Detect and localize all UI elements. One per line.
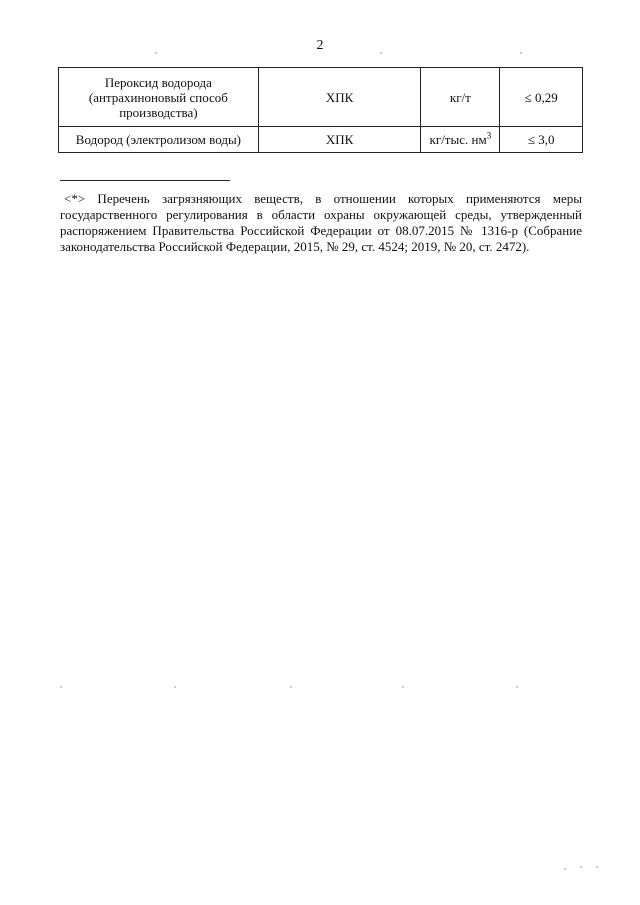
table-row [59,68,583,127]
footnote-divider [60,180,230,181]
unit-text: кг/т [449,89,471,105]
footnote-text: <*> Перечень загрязняющих веществ, в отношении которых применяются меры государственного регулирования в области охраны окружающей среды, утвержденный распоряжением Правительства Российской Федерации от 08.07.2015 № 1316-р (Собрание законодательства Российской Федерации, 2015, № 29, ст. 4524; 2019, № 20, ст. 2472). [60,191,582,254]
unit-cell [421,68,500,127]
scan-speck [580,866,582,868]
unit-superscript: 3 [486,130,492,141]
substance-cell: Пероксид водорода (антрахиноновый способ производства) [59,68,259,127]
page-number: 2 [316,38,324,53]
scan-speck [380,52,382,54]
emissions-table [58,67,583,153]
scan-speck [402,686,404,688]
unit-cell [421,127,500,153]
scan-speck [290,686,292,688]
scan-speck [564,868,566,870]
method-cell: ХПК [258,68,421,127]
scan-speck [155,52,157,54]
value-cell: ≤ 0,29 [500,68,583,127]
scan-speck [516,686,518,688]
value-cell: ≤ 3,0 [500,127,583,153]
method-cell: ХПК [258,127,421,153]
unit-text: кг/тыс. нм [429,132,487,147]
scan-speck [520,52,522,54]
substance-cell: Водород (электролизом воды) [59,127,259,153]
scan-speck [60,686,62,688]
scan-speck [596,866,598,868]
table-row [59,127,583,153]
scan-speck [174,686,176,688]
